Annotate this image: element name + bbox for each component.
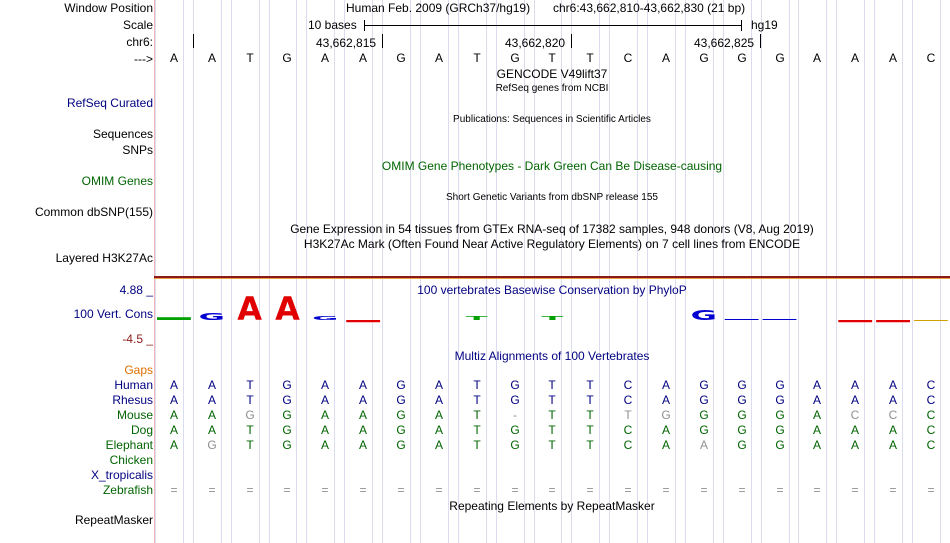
base-gridline: [685, 0, 686, 543]
reference-base: G: [775, 51, 785, 65]
alignment-base: A: [850, 423, 859, 437]
alignment-base: A: [358, 438, 367, 452]
reference-base: T: [548, 51, 556, 65]
alignment-base: C: [926, 438, 936, 452]
reference-base: A: [358, 51, 367, 65]
conservation-bar: [838, 320, 872, 322]
alignment-base: A: [812, 393, 821, 407]
alignment-base: A: [169, 423, 178, 437]
alignment-base: G: [282, 393, 292, 407]
base-gridline: [902, 0, 903, 543]
alignment-base: G: [737, 393, 747, 407]
alignment-base: =: [511, 483, 519, 497]
repeatmasker-track-title[interactable]: Repeating Elements by RepeatMasker: [449, 499, 655, 513]
reference-base: C: [623, 51, 633, 65]
alignment-base: T: [473, 393, 481, 407]
base-gridline: [609, 0, 610, 543]
gaps-label[interactable]: Gaps: [124, 363, 153, 377]
scale-bar: [364, 25, 742, 26]
reference-base: C: [926, 51, 936, 65]
base-gridline: [864, 0, 865, 543]
publications-track-title[interactable]: Publications: Sequences in Scientific Articles: [453, 114, 651, 125]
conservation-base-g: G: [198, 311, 225, 323]
alignment-base: T: [548, 408, 556, 422]
alignment-base: A: [850, 393, 859, 407]
alignment-base: C: [623, 393, 633, 407]
alignment-base: G: [282, 438, 292, 452]
refseq-curated-label[interactable]: RefSeq Curated: [66, 96, 153, 110]
base-gridline: [675, 0, 676, 543]
alignment-base: =: [435, 483, 443, 497]
reference-base: A: [169, 51, 178, 65]
alignment-base: =: [246, 483, 254, 497]
conservation-bar: [876, 320, 910, 322]
reference-base: T: [586, 51, 594, 65]
position-tick: [193, 34, 194, 48]
alignment-base: G: [396, 423, 406, 437]
alignment-base: =: [624, 483, 632, 497]
base-gridline: [912, 0, 913, 543]
alignment-base: A: [358, 423, 367, 437]
alignment-base: C: [926, 408, 936, 422]
base-gridline: [344, 0, 345, 543]
alignment-base: =: [397, 483, 405, 497]
scale-label: Scale: [122, 18, 153, 32]
alignment-base: =: [813, 483, 821, 497]
alignment-base: T: [586, 408, 594, 422]
base-gridline: [306, 0, 307, 543]
scale-text: 10 bases: [308, 18, 357, 32]
base-gridline: [231, 0, 232, 543]
alignment-base: =: [321, 483, 329, 497]
alignment-base: G: [661, 408, 671, 422]
alignment-base: A: [888, 438, 897, 452]
gencode-track-title[interactable]: GENCODE V49lift37: [496, 67, 608, 81]
conservation-bar: [763, 319, 797, 320]
alignment-base: G: [245, 408, 255, 422]
dbsnp-track-title[interactable]: Short Genetic Variants from dbSNP release 155: [446, 192, 658, 203]
alignment-base: T: [473, 378, 481, 392]
conservation-bar: [914, 320, 948, 321]
cons-max-label: 4.88 _: [119, 283, 153, 297]
alignment-base: G: [396, 438, 406, 452]
species-label-zebrafish[interactable]: Zebrafish: [102, 483, 153, 497]
species-label-dog[interactable]: Dog: [130, 423, 153, 437]
cons-min-label: -4.5 _: [122, 332, 153, 346]
cons-track-title[interactable]: 100 vertebrates Basewise Conservation by PhyloP: [417, 283, 687, 297]
assembly-short: hg19: [751, 18, 778, 32]
alignment-base: G: [510, 438, 520, 452]
alignment-base: A: [207, 408, 216, 422]
alignment-base: A: [207, 423, 216, 437]
position-label-1: 43,662,815: [316, 36, 377, 50]
base-gridline: [410, 0, 411, 543]
position-tick: [760, 34, 761, 48]
base-gridline: [372, 0, 373, 543]
base-gridline: [458, 0, 459, 543]
alignment-base: G: [737, 438, 747, 452]
alignment-base: A: [169, 438, 178, 452]
alignment-base: G: [775, 408, 785, 422]
alignment-base: =: [548, 483, 556, 497]
alignment-base: G: [775, 378, 785, 392]
alignment-base: A: [207, 393, 216, 407]
base-gridline: [761, 0, 762, 543]
base-gridline: [798, 0, 799, 543]
alignment-base: A: [661, 393, 670, 407]
conservation-bar: [157, 317, 191, 320]
alignment-base: A: [850, 438, 859, 452]
reference-base: G: [699, 51, 709, 65]
alignment-base: T: [246, 378, 254, 392]
cons-track-label[interactable]: 100 Vert. Cons: [73, 307, 153, 321]
base-gridline: [269, 0, 270, 543]
alignment-base: T: [246, 393, 254, 407]
alignment-base: G: [699, 378, 709, 392]
base-gridline: [221, 0, 222, 543]
reference-base: G: [396, 51, 406, 65]
alignment-base: =: [473, 483, 481, 497]
layered-h3k27ac-label[interactable]: Layered H3K27Ac: [55, 251, 153, 265]
alignment-base: T: [473, 438, 481, 452]
alignment-base: T: [473, 423, 481, 437]
base-gridline: [637, 0, 638, 543]
alignment-base: T: [473, 408, 481, 422]
position-tick: [382, 34, 383, 48]
alignment-base: =: [283, 483, 291, 497]
base-gridline: [420, 0, 421, 543]
conservation-base-a: A: [275, 290, 300, 328]
alignment-base: T: [586, 378, 594, 392]
species-label-chicken[interactable]: Chicken: [109, 453, 153, 467]
alignment-base: A: [434, 393, 443, 407]
strand-label: --->: [134, 52, 153, 66]
base-gridline: [647, 0, 648, 543]
chrom-label: chr6:: [126, 35, 153, 49]
track-separator-highlight: [154, 278, 950, 279]
alignment-base: T: [548, 393, 556, 407]
alignment-base: =: [738, 483, 746, 497]
reference-base: A: [434, 51, 443, 65]
alignment-base: -: [513, 408, 517, 422]
alignment-base: A: [661, 438, 670, 452]
alignment-base: C: [888, 408, 898, 422]
position-label-2: 43,662,820: [505, 36, 566, 50]
alignment-base: G: [510, 423, 520, 437]
alignment-base: =: [776, 483, 784, 497]
alignment-base: A: [888, 393, 897, 407]
alignment-base: =: [927, 483, 935, 497]
alignment-base: G: [282, 378, 292, 392]
alignment-base: A: [358, 378, 367, 392]
alignment-base: G: [282, 423, 292, 437]
conservation-base-t: T: [465, 315, 488, 322]
alignment-base: T: [246, 438, 254, 452]
alignment-base: T: [548, 378, 556, 392]
alignment-base: A: [207, 378, 216, 392]
window-position-label: Window Position: [64, 1, 153, 15]
alignment-base: A: [434, 378, 443, 392]
alignment-base: T: [586, 423, 594, 437]
gtex-track-title[interactable]: Gene Expression in 54 tissues from GTEx RNA-seq of 17382 samples, 948 donors (V8, Aug 2019): [290, 222, 814, 236]
base-gridline: [334, 0, 335, 543]
alignment-base: T: [548, 423, 556, 437]
alignment-base: G: [737, 378, 747, 392]
alignment-base: T: [586, 393, 594, 407]
scale-bar-right-end: [741, 20, 742, 31]
alignment-base: G: [510, 393, 520, 407]
base-gridline: [940, 0, 941, 543]
alignment-base: A: [169, 378, 178, 392]
alignment-base: =: [662, 483, 670, 497]
alignment-base: A: [320, 438, 329, 452]
reference-base: G: [282, 51, 292, 65]
alignment-base: A: [699, 438, 708, 452]
omim-genes-label[interactable]: OMIM Genes: [81, 174, 153, 188]
alignment-base: T: [548, 438, 556, 452]
alignment-base: G: [510, 378, 520, 392]
alignment-base: A: [320, 378, 329, 392]
alignment-base: T: [586, 438, 594, 452]
reference-base: A: [888, 51, 897, 65]
alignment-base: =: [700, 483, 708, 497]
base-gridline: [193, 0, 194, 543]
base-gridline: [826, 0, 827, 543]
base-gridline: [836, 0, 837, 543]
reference-base: A: [661, 51, 670, 65]
multiz-track-title[interactable]: Multiz Alignments of 100 Vertebrates: [454, 349, 650, 363]
alignment-base: A: [358, 408, 367, 422]
alignment-base: A: [434, 438, 443, 452]
base-gridline: [155, 0, 156, 543]
conservation-base-g: G: [312, 315, 339, 322]
alignment-base: A: [320, 408, 329, 422]
reference-base: A: [320, 51, 329, 65]
alignment-base: G: [775, 438, 785, 452]
h3k27ac-track-title[interactable]: H3K27Ac Mark (Often Found Near Active Regulatory Elements) on 7 cell lines from ENCODE: [303, 237, 801, 251]
reference-base: T: [246, 51, 254, 65]
alignment-base: C: [850, 408, 860, 422]
alignment-base: T: [624, 408, 632, 422]
alignment-base: A: [812, 408, 821, 422]
base-gridline: [789, 0, 790, 543]
species-label-mouse[interactable]: Mouse: [116, 408, 153, 422]
conservation-bar: [346, 320, 380, 322]
position-tick: [571, 34, 572, 48]
reference-base: A: [850, 51, 859, 65]
base-gridline: [382, 0, 383, 543]
assembly-info: Human Feb. 2009 (GRCh37/hg19): [346, 1, 531, 15]
alignment-base: C: [623, 378, 633, 392]
alignment-base: A: [169, 408, 178, 422]
alignment-base: C: [623, 423, 633, 437]
alignment-base: A: [320, 423, 329, 437]
base-gridline: [723, 0, 724, 543]
alignment-base: T: [246, 423, 254, 437]
base-gridline: [486, 0, 487, 543]
label-area-divider: [154, 0, 155, 543]
base-gridline: [448, 0, 449, 543]
refseq-track-title[interactable]: RefSeq genes from NCBI: [495, 83, 609, 94]
reference-base: T: [473, 51, 481, 65]
alignment-base: A: [888, 423, 897, 437]
conservation-base-t: T: [541, 315, 564, 322]
reference-base: G: [737, 51, 747, 65]
alignment-base: G: [282, 408, 292, 422]
alignment-base: C: [926, 423, 936, 437]
alignment-base: G: [737, 408, 747, 422]
alignment-base: A: [661, 423, 670, 437]
alignment-base: G: [775, 393, 785, 407]
alignment-base: A: [888, 378, 897, 392]
reference-base: A: [812, 51, 821, 65]
alignment-base: A: [812, 423, 821, 437]
alignment-base: G: [699, 393, 709, 407]
snps-label[interactable]: SNPs: [122, 143, 153, 157]
omim-track-title[interactable]: OMIM Gene Phenotypes - Dark Green Can Be Disease-causing: [381, 159, 723, 173]
alignment-base: A: [434, 423, 443, 437]
alignment-base: A: [812, 378, 821, 392]
position-label-3: 43,662,825: [694, 36, 755, 50]
alignment-base: =: [170, 483, 178, 497]
alignment-base: G: [396, 393, 406, 407]
base-gridline: [713, 0, 714, 543]
base-gridline: [874, 0, 875, 543]
sequences-label[interactable]: Sequences: [92, 127, 153, 141]
alignment-base: =: [208, 483, 216, 497]
alignment-base: =: [889, 483, 897, 497]
conservation-bar: [725, 319, 759, 320]
base-gridline: [183, 0, 184, 543]
common-dbsnp-label[interactable]: Common dbSNP(155): [34, 205, 153, 219]
repeatmasker-label[interactable]: RepeatMasker: [74, 513, 153, 527]
alignment-base: C: [623, 438, 633, 452]
species-label-elephant[interactable]: Elephant: [105, 438, 153, 452]
alignment-base: =: [359, 483, 367, 497]
alignment-base: G: [699, 423, 709, 437]
alignment-base: G: [396, 378, 406, 392]
alignment-base: G: [737, 423, 747, 437]
alignment-base: G: [207, 438, 217, 452]
alignment-base: G: [775, 423, 785, 437]
conservation-logo: [155, 290, 950, 340]
base-gridline: [296, 0, 297, 543]
alignment-base: C: [926, 393, 936, 407]
reference-base: G: [510, 51, 520, 65]
alignment-base: A: [661, 378, 670, 392]
alignment-base: A: [169, 393, 178, 407]
alignment-base: A: [358, 393, 367, 407]
alignment-base: A: [850, 378, 859, 392]
alignment-base: =: [851, 483, 859, 497]
base-gridline: [259, 0, 260, 543]
conservation-base-g: G: [690, 307, 717, 324]
alignment-base: G: [699, 408, 709, 422]
alignment-base: =: [586, 483, 594, 497]
alignment-base: G: [396, 408, 406, 422]
alignment-base: A: [812, 438, 821, 452]
conservation-base-a: A: [237, 290, 263, 328]
species-label-rhesus[interactable]: Rhesus: [112, 393, 153, 407]
alignment-base: C: [926, 378, 936, 392]
species-label-human[interactable]: Human: [114, 378, 153, 392]
alignment-base: A: [434, 408, 443, 422]
reference-base: A: [207, 51, 216, 65]
alignment-base: A: [320, 393, 329, 407]
base-gridline: [751, 0, 752, 543]
position-info: chr6:43,662,810-43,662,830 (21 bp): [553, 1, 746, 15]
species-label-x_tropicalis[interactable]: X_tropicalis: [90, 468, 153, 482]
